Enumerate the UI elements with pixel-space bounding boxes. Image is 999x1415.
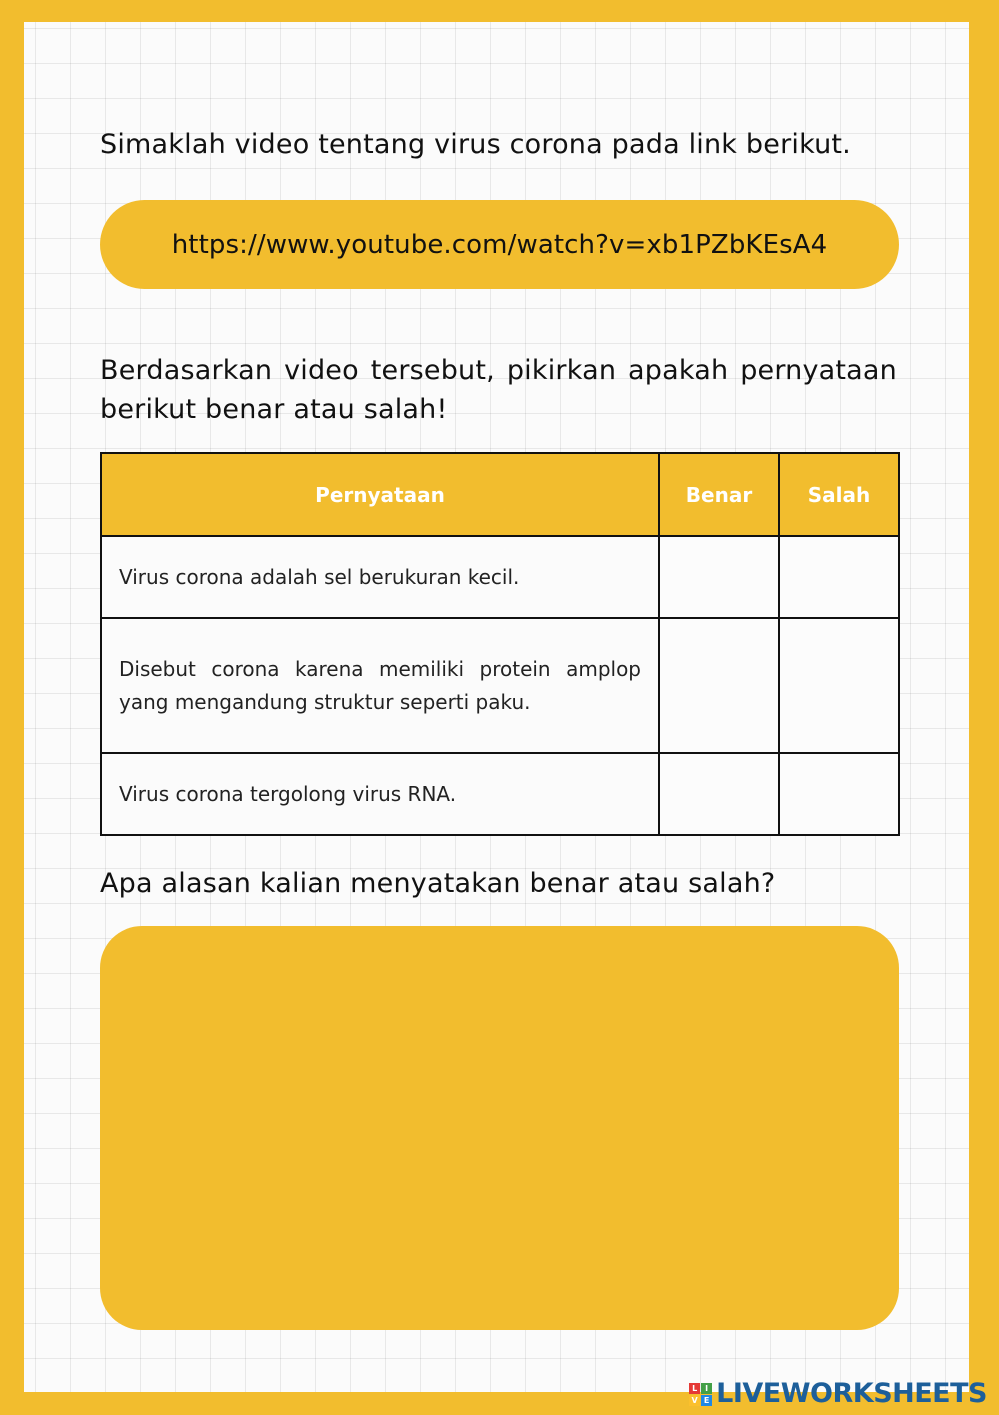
- true-answer-cell[interactable]: [659, 753, 779, 835]
- false-answer-cell[interactable]: [779, 618, 899, 753]
- header-statement: Pernyataan: [101, 453, 659, 536]
- instruction-text: Berdasarkan video tersebut, pikirkan apakah pernyataan berikut benar atau salah!: [100, 355, 897, 425]
- logo-letter-l: L: [689, 1383, 700, 1394]
- statement-cell: Virus corona adalah sel berukuran kecil.: [101, 536, 659, 618]
- video-link[interactable]: [100, 200, 899, 289]
- reason-answer-box[interactable]: [100, 926, 899, 1330]
- liveworksheets-logo-icon: [689, 1383, 712, 1406]
- statement-cell: Disebut corona karena memiliki protein amplop yang mengandung struktur seperti paku.: [101, 618, 659, 753]
- header-true: Benar: [659, 453, 779, 536]
- true-answer-cell[interactable]: [659, 536, 779, 618]
- liveworksheets-wordmark: LIVEWORKSHEETS: [716, 1378, 987, 1409]
- table-row: [101, 618, 899, 753]
- table-row: [101, 753, 899, 835]
- table-header-row: [101, 453, 899, 536]
- logo-letter-e: E: [701, 1395, 712, 1406]
- false-answer-cell[interactable]: [779, 536, 899, 618]
- header-false: Salah: [779, 453, 899, 536]
- false-answer-cell[interactable]: [779, 753, 899, 835]
- logo-letter-i: I: [701, 1383, 712, 1394]
- liveworksheets-brand: [689, 1379, 987, 1409]
- video-link-text: https://www.youtube.com/watch?v=xb1PZbKEsA4: [171, 229, 828, 260]
- table-row: [101, 536, 899, 618]
- logo-letter-v: V: [689, 1395, 700, 1406]
- intro-text: Simaklah video tentang virus corona pada link berikut.: [100, 129, 851, 160]
- statement-cell: Virus corona tergolong virus RNA.: [101, 753, 659, 835]
- true-answer-cell[interactable]: [659, 618, 779, 753]
- statement-table: [100, 452, 900, 836]
- reason-question: Apa alasan kalian menyatakan benar atau salah?: [100, 868, 776, 899]
